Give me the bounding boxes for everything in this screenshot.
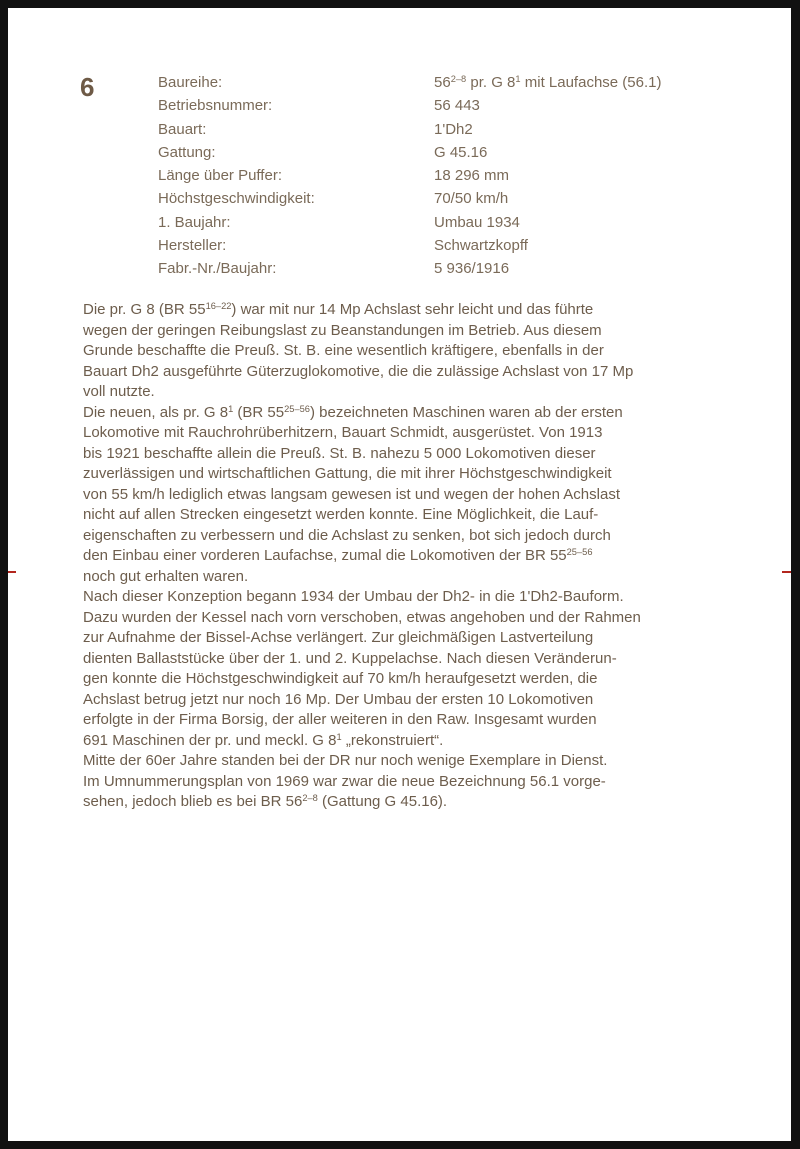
spec-value <box>434 118 473 141</box>
text-run: Im Umnummerungsplan von 1969 war zwar die neue Bezeichnung 56.1 vorge- <box>83 772 606 790</box>
spec-value <box>434 187 508 210</box>
spec-row <box>158 94 778 117</box>
text-line <box>83 362 713 383</box>
text-line <box>83 505 713 526</box>
spec-label: Hersteller: <box>158 237 227 255</box>
text-run: 56 443 <box>434 97 480 115</box>
text-line <box>83 772 713 793</box>
spec-label: 1. Baujahr: <box>158 213 231 231</box>
text-run: (Gattung G 45.16). <box>317 793 448 810</box>
spec-row <box>158 164 778 187</box>
text-run: 56 <box>434 74 451 91</box>
superscript: 25–56 <box>284 403 310 414</box>
text-line <box>83 731 713 752</box>
left-edge-mark <box>8 571 16 573</box>
text-run: Nach dieser Konzeption begann 1934 der Umbau der Dh2- in die 1'Dh2-Bauform. <box>83 588 624 605</box>
text-run: G 45.16 <box>434 143 488 161</box>
text-run: sehen, jedoch blieb es bei BR 56 <box>83 793 303 810</box>
text-run: von 55 km/h lediglich etwas langsam gewesen ist und wegen der hohen Achslast <box>83 485 620 503</box>
text-run: erfolgte in der Firma Borsig, der aller weiteren in den Raw. Insgesamt wurden <box>83 711 597 728</box>
superscript: 16–22 <box>205 300 232 311</box>
text-line <box>83 751 713 772</box>
paragraph <box>83 587 713 751</box>
text-run: 5 936/1916 <box>434 260 510 278</box>
spec-value <box>434 94 480 117</box>
spec-label: Höchstgeschwindigkeit: <box>158 190 315 208</box>
text-line <box>83 792 713 813</box>
spec-row <box>158 234 778 257</box>
text-run: Schwartzkopff <box>434 237 528 255</box>
superscript: 1 <box>515 73 521 84</box>
paragraph <box>83 403 713 588</box>
text-run: 1'Dh2 <box>434 120 473 138</box>
text-run: eigenschaften zu verbessern und die Achslast zu senken, bot sich jedoch durch <box>83 526 611 544</box>
text-run: 18 296 mm <box>434 167 510 185</box>
text-line <box>83 423 713 444</box>
spec-value <box>434 164 509 187</box>
spec-label: Fabr.-Nr./Baujahr: <box>158 260 277 278</box>
spec-label: Betriebsnummer: <box>158 97 273 115</box>
superscript: 1 <box>336 731 342 742</box>
text-run: Achslast betrug jetzt nur noch 16 Mp. Der Umbau der ersten 10 Lokomotiven <box>83 690 594 708</box>
superscript: 2–8 <box>450 73 467 84</box>
text-run: (BR 55 <box>233 403 285 421</box>
text-run: ) war mit nur 14 Mp Achslast sehr leicht und das führte <box>231 301 594 318</box>
spec-label: Bauart: <box>158 120 207 138</box>
text-run: zur Aufnahme der Bissel-Achse verlängert. Zur gleichmäßigen Lastverteilung <box>83 629 594 646</box>
text-run: wegen der geringen Reibungslast zu Beanstandungen im Betrieb. Aus diesem <box>83 321 602 339</box>
text-run: Die pr. G 8 (BR 55 <box>83 301 206 318</box>
spec-value <box>434 211 520 234</box>
spec-label: Baureihe: <box>158 74 223 91</box>
text-line <box>83 628 713 649</box>
text-line <box>83 403 713 424</box>
text-run: bis 1921 beschaffte allein die Preuß. St. B. nahezu 5 000 Lokomotiven dieser <box>83 444 596 462</box>
spec-label: Gattung: <box>158 143 216 161</box>
text-run: Umbau 1934 <box>434 213 520 231</box>
spec-value <box>434 234 528 257</box>
text-run: Die neuen, als pr. G 8 <box>83 403 229 421</box>
text-run: Bauart Dh2 ausgeführte Güterzuglokomotive, die die zulässige Achslast von 17 Mp <box>83 362 634 380</box>
text-line <box>83 485 713 506</box>
text-line <box>83 341 713 362</box>
text-line <box>83 444 713 465</box>
description-text <box>83 300 713 813</box>
spec-table <box>158 71 778 281</box>
text-line <box>83 464 713 485</box>
spec-row <box>158 71 778 94</box>
text-run: mit Laufachse (56.1) <box>520 74 662 91</box>
spec-row <box>158 257 778 280</box>
text-run: ) bezeichneten Maschinen waren ab der ersten <box>309 403 623 421</box>
text-line <box>83 546 713 567</box>
text-run: „rekonstruiert“. <box>341 731 444 749</box>
text-run: 691 Maschinen der pr. und meckl. G 8 <box>83 731 337 749</box>
paragraph <box>83 300 713 403</box>
superscript: 2–8 <box>302 792 318 803</box>
text-run: voll nutzte. <box>83 383 155 400</box>
text-line <box>83 382 713 403</box>
spec-row <box>158 187 778 210</box>
spec-value <box>434 141 487 164</box>
text-line <box>83 587 713 608</box>
text-line <box>83 300 713 321</box>
right-edge-mark <box>782 571 791 573</box>
text-run: pr. G 8 <box>466 74 516 91</box>
spec-label: Länge über Puffer: <box>158 167 282 185</box>
superscript: 1 <box>228 403 234 414</box>
spec-value <box>434 71 661 94</box>
text-line <box>83 649 713 670</box>
text-run: Mitte der 60er Jahre standen bei der DR nur noch wenige Exemplare in Dienst. <box>83 752 608 769</box>
text-run: noch gut erhalten waren. <box>83 567 249 585</box>
text-line <box>83 710 713 731</box>
spec-row <box>158 141 778 164</box>
paragraph <box>83 751 713 813</box>
text-run: Dazu wurden der Kessel nach vorn verschoben, etwas angehoben und der Rahmen <box>83 608 641 626</box>
text-run: Grunde beschaffte die Preuß. St. B. eine wesentlich kräftigere, ebenfalls in der <box>83 342 604 359</box>
collector-card <box>8 8 791 1141</box>
card-number: 6 <box>80 72 95 102</box>
text-line <box>83 669 713 690</box>
spec-row <box>158 211 778 234</box>
text-line <box>83 567 713 588</box>
text-run: dienten Ballaststücke über der 1. und 2. Kuppelachse. Nach diesen Veränderun- <box>83 649 617 667</box>
text-line <box>83 690 713 711</box>
superscript: 25–56 <box>566 546 593 557</box>
text-run: 70/50 km/h <box>434 190 509 208</box>
text-run: zuverlässigen und wirtschaftlichen Gattung, die mit ihrer Höchstgeschwindigkeit <box>83 465 612 482</box>
text-run: den Einbau einer vorderen Laufachse, zumal die Lokomotiven der BR 55 <box>83 547 567 564</box>
text-run: Lokomotive mit Rauchrohrüberhitzern, Bauart Schmidt, ausgerüstet. Von 1913 <box>83 424 603 441</box>
text-line <box>83 321 713 342</box>
text-run: nicht auf allen Strecken eingesetzt werden konnte. Eine Möglichkeit, die Lauf- <box>83 506 599 523</box>
spec-row <box>158 118 778 141</box>
text-line <box>83 608 713 629</box>
spec-value <box>434 257 509 280</box>
text-run: gen konnte die Höchstgeschwindigkeit auf 70 km/h heraufgesetzt werden, die <box>83 670 598 687</box>
text-line <box>83 526 713 547</box>
